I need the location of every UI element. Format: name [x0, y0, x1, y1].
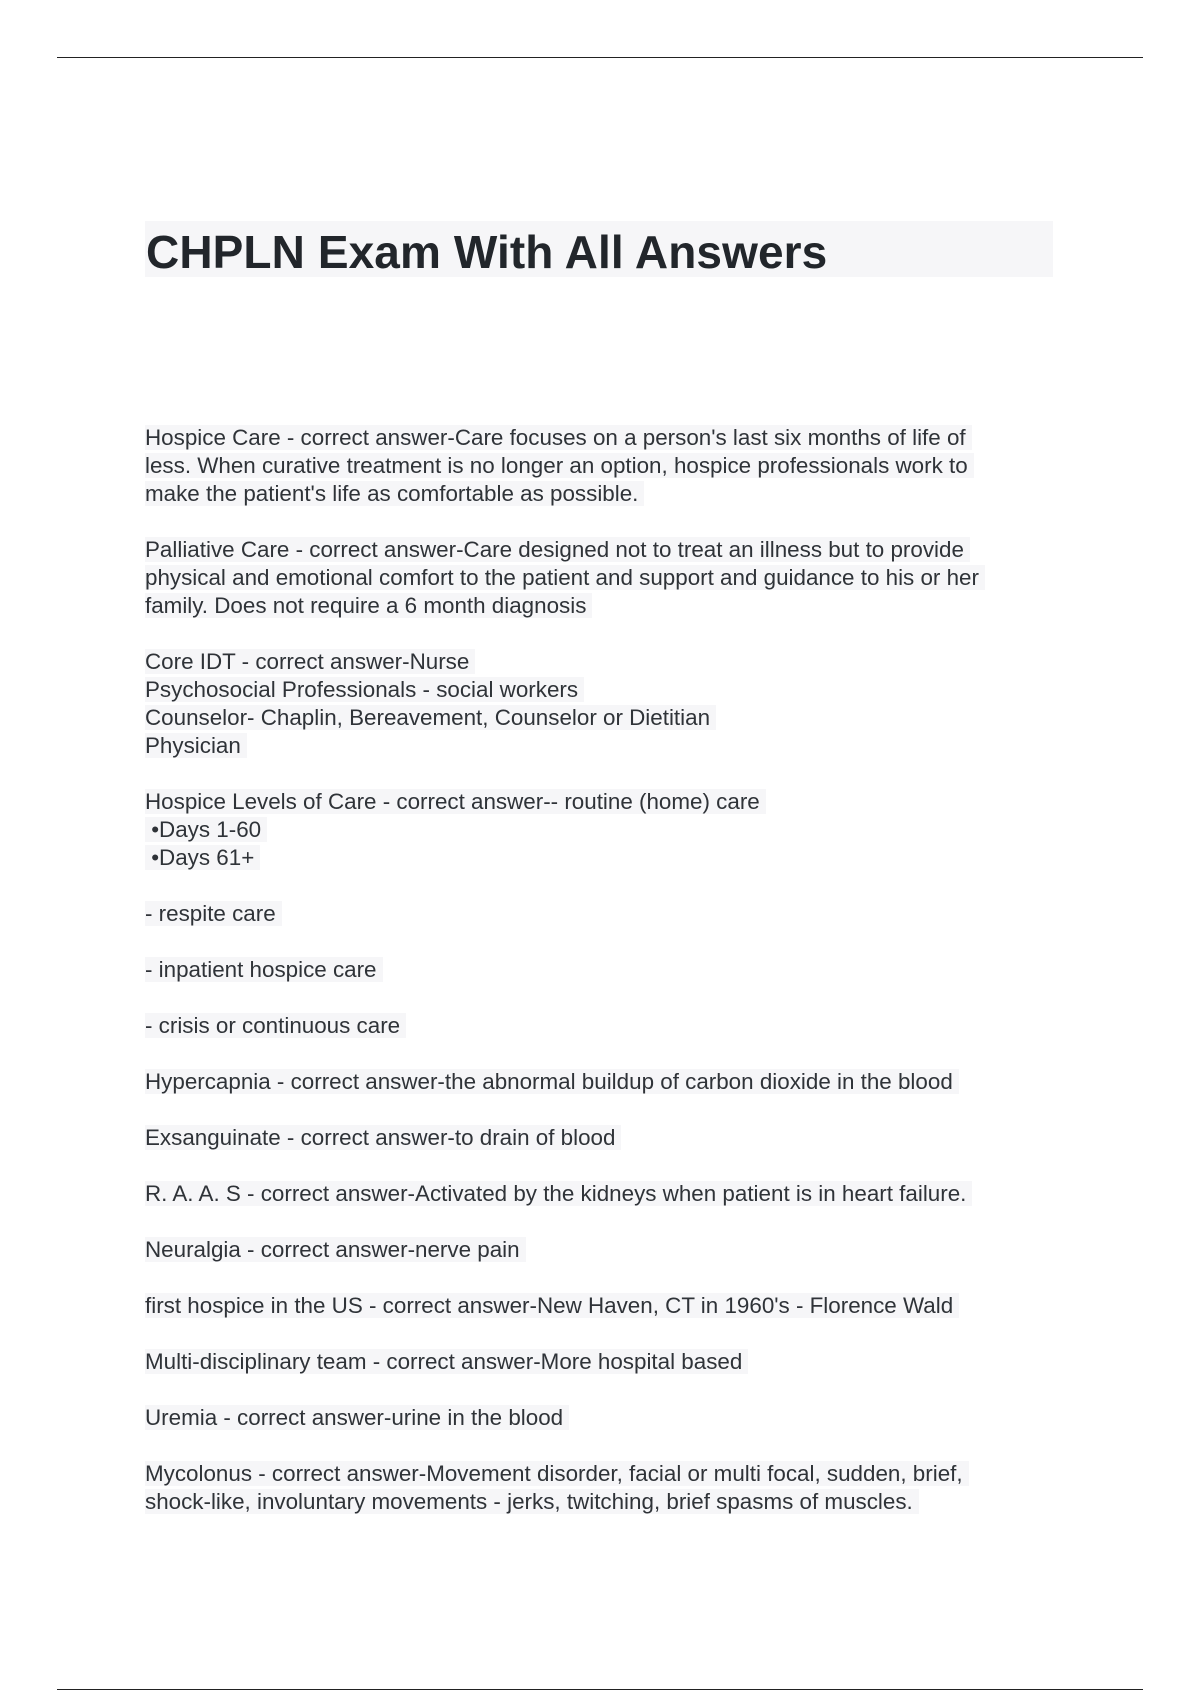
entry-text: - crisis or continuous care — [145, 1013, 406, 1038]
entry-text: shock-like, involuntary movements - jerks, twitching, brief spasms of muscles. — [145, 1489, 919, 1514]
bottom-rule — [57, 1689, 1143, 1690]
qa-entry — [145, 1180, 1065, 1208]
entry-text: Counselor- Chaplin, Bereavement, Counselor or Dietitian — [145, 705, 716, 730]
entry-line — [145, 1012, 1065, 1040]
entry-line — [145, 648, 1065, 676]
entry-text: Uremia - correct answer-urine in the blood — [145, 1405, 569, 1430]
entry-text: •Days 61+ — [145, 845, 260, 870]
entry-line — [145, 592, 1065, 620]
qa-entry — [145, 788, 1065, 872]
document-title: CHPLN Exam With All Answers — [146, 226, 828, 278]
entry-text: Exsanguinate - correct answer-to drain of blood — [145, 1125, 621, 1150]
entry-line — [145, 1292, 1065, 1320]
entry-line — [145, 1404, 1065, 1432]
entry-line — [145, 1236, 1065, 1264]
qa-entry — [145, 1124, 1065, 1152]
qa-entry — [145, 956, 1065, 984]
entry-text: Multi-disciplinary team - correct answer-More hospital based — [145, 1349, 748, 1374]
entry-line — [145, 1460, 1065, 1488]
entry-line — [145, 732, 1065, 760]
entry-text: Hospice Care - correct answer-Care focuses on a person's last six months of life of — [145, 425, 972, 450]
entry-line — [145, 564, 1065, 592]
qa-entry — [145, 900, 1065, 928]
entry-line — [145, 816, 1065, 844]
title-block — [145, 221, 1053, 277]
entry-text: Psychosocial Professionals - social workers — [145, 677, 584, 702]
entry-text: family. Does not require a 6 month diagnosis — [145, 593, 592, 618]
entry-text: Hospice Levels of Care - correct answer-- routine (home) care — [145, 789, 766, 814]
entry-line — [145, 1348, 1065, 1376]
entry-text: Hypercapnia - correct answer-the abnormal buildup of carbon dioxide in the blood — [145, 1069, 959, 1094]
entry-line — [145, 424, 1065, 452]
entry-line — [145, 788, 1065, 816]
entry-text: Neuralgia - correct answer-nerve pain — [145, 1237, 526, 1262]
entry-line — [145, 1124, 1065, 1152]
entry-line — [145, 956, 1065, 984]
entry-line — [145, 452, 1065, 480]
entry-text: R. A. A. S - correct answer-Activated by the kidneys when patient is in heart failure. — [145, 1181, 972, 1206]
qa-entry — [145, 1292, 1065, 1320]
qa-entry — [145, 424, 1065, 508]
entry-line — [145, 1068, 1065, 1096]
entry-text: Mycolonus - correct answer-Movement disorder, facial or multi focal, sudden, brief, — [145, 1461, 969, 1486]
entry-line — [145, 1180, 1065, 1208]
qa-entry — [145, 648, 1065, 760]
qa-entry — [145, 1460, 1065, 1516]
qa-entry — [145, 1068, 1065, 1096]
qa-entry — [145, 1236, 1065, 1264]
entry-line — [145, 1488, 1065, 1516]
entry-line — [145, 844, 1065, 872]
entry-line — [145, 676, 1065, 704]
entry-text: physical and emotional comfort to the patient and support and guidance to his or her — [145, 565, 985, 590]
entry-text: •Days 1-60 — [145, 817, 267, 842]
entry-line — [145, 900, 1065, 928]
qa-entry — [145, 1404, 1065, 1432]
entry-line — [145, 536, 1065, 564]
entry-text: less. When curative treatment is no longer an option, hospice professionals work to — [145, 453, 974, 478]
entry-text: Palliative Care - correct answer-Care designed not to treat an illness but to provide — [145, 537, 970, 562]
entry-line — [145, 704, 1065, 732]
entry-text: Physician — [145, 733, 247, 758]
document-body — [145, 424, 1065, 1544]
top-rule — [57, 57, 1143, 58]
qa-entry — [145, 1348, 1065, 1376]
entry-text: - inpatient hospice care — [145, 957, 383, 982]
qa-entry — [145, 536, 1065, 620]
entry-text: Core IDT - correct answer-Nurse — [145, 649, 475, 674]
entry-text: first hospice in the US - correct answer-New Haven, CT in 1960's - Florence Wald — [145, 1293, 959, 1318]
entry-text: make the patient's life as comfortable as possible. — [145, 481, 644, 506]
entry-text: - respite care — [145, 901, 282, 926]
qa-entry — [145, 1012, 1065, 1040]
entry-line — [145, 480, 1065, 508]
